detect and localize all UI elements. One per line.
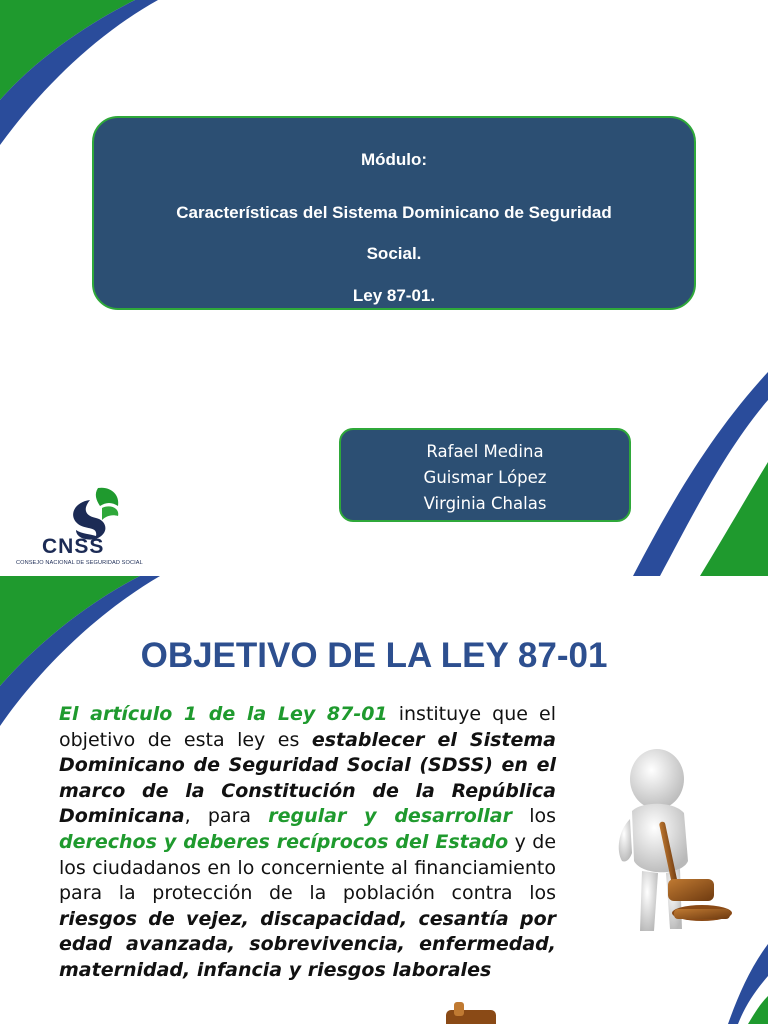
gavel-icon <box>436 992 506 1024</box>
slide-heading: OBJETIVO DE LA LEY 87-01 <box>140 636 608 675</box>
cnss-logo-subtitle: CONSEJO NACIONAL DE SEGURIDAD SOCIAL <box>16 560 143 566</box>
module-title-line1: Características del Sistema Dominicano de Seguridad <box>176 203 612 222</box>
emphasis-establecer: establecer el Sistema Dominicano de Seguridad Social (SDSS) en el marco de la Constitución de la República Dominicana <box>59 728 557 828</box>
author-name: Virginia Chalas <box>423 494 547 513</box>
text-run: , para <box>184 805 269 828</box>
text-run: los <box>511 805 556 828</box>
emphasis-regular: regular y desarrollar <box>268 805 512 828</box>
module-title-box <box>92 116 696 310</box>
author-name: Rafael Medina <box>426 442 544 461</box>
module-label: Módulo: <box>360 150 428 169</box>
module-title-line2: Social. <box>366 244 422 263</box>
authors-box <box>339 428 631 522</box>
text-run: instituye que el objetivo de esta ley es <box>59 703 556 751</box>
objective-paragraph <box>59 702 556 984</box>
cnss-logo-name: CNSS <box>42 535 105 558</box>
person-with-gavel-icon <box>612 741 737 941</box>
objective-slide <box>0 576 768 1024</box>
cnss-logo <box>12 480 162 570</box>
author-name: Guismar López <box>423 468 547 487</box>
article-reference: El artículo 1 de la Ley 87-01 <box>59 703 388 725</box>
law-number: Ley 87-01. <box>352 286 436 305</box>
emphasis-derechos: derechos y deberes recíprocos del Estado <box>59 830 509 853</box>
cnss-logo-icon <box>12 480 162 540</box>
text-run: y de los ciudadanos en lo concerniente al financiamiento para la protección de la población contra los <box>59 830 557 905</box>
emphasis-riesgos: riesgos de vejez, discapacidad, cesantía por edad avanzada, sobrevivencia, enfermedad, maternidad, infancia y riesgos laborales <box>59 907 556 981</box>
